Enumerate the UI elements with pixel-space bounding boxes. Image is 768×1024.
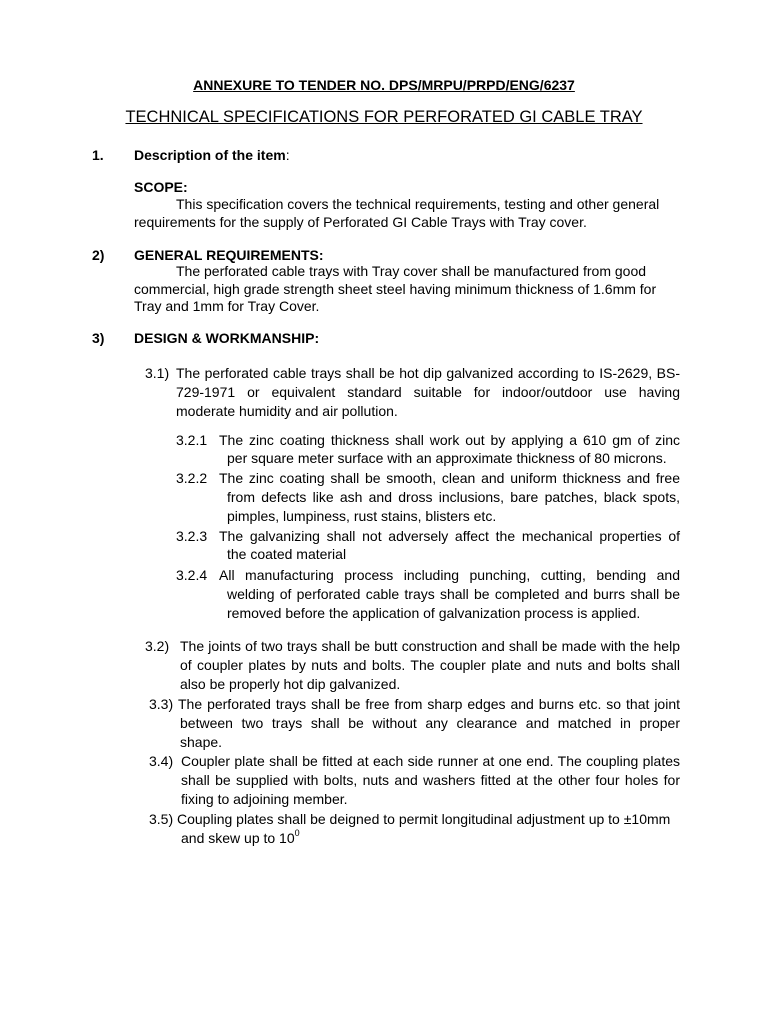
- item-3-5-label: 3.5): [149, 811, 174, 827]
- section-2-number: 2): [92, 247, 105, 263]
- item-3-2-1-label: 3.2.1: [176, 432, 208, 448]
- item-3-2-4-line: removed before the application of galvanization process is applied.: [227, 605, 641, 621]
- item-3-4-line: shall be supplied with bolts, nuts and washers fitted at the other four holes for: [181, 772, 680, 788]
- degree-superscript: 0: [294, 828, 300, 839]
- item-3-1-line: moderate humidity and air pollution.: [176, 403, 398, 419]
- item-3-1-label: 3.1): [145, 365, 170, 381]
- general-req-line: commercial, high grade strength sheet steel having minimum thickness of 1.6mm for: [134, 281, 657, 297]
- item-3-3-label: 3.3): [149, 696, 174, 712]
- item-3-2-3-line: The galvanizing shall not adversely affect the mechanical properties of: [219, 528, 680, 544]
- section-1-heading-text: Description of the item: [134, 147, 286, 163]
- item-3-2-2-line: The zinc coating shall be smooth, clean and uniform thickness and free: [219, 470, 680, 486]
- section-3-heading: DESIGN & WORKMANSHIP:: [134, 330, 320, 346]
- scope-line: requirements for the supply of Perforated GI Cable Trays with Tray cover.: [134, 214, 587, 230]
- item-3-4-line: fixing to adjoining member.: [181, 791, 348, 807]
- item-3-5-line-2: [181, 829, 300, 848]
- section-2-heading: GENERAL REQUIREMENTS:: [134, 247, 324, 263]
- item-3-2-3-label: 3.2.3: [176, 528, 208, 544]
- item-3-3-line: shape.: [180, 734, 223, 750]
- item-3-2-3-line: the coated material: [227, 546, 347, 562]
- item-3-1-line: The perforated cable trays shall be hot dip galvanized according to IS-2629, BS-: [176, 365, 680, 381]
- item-3-4-line: Coupler plate shall be fitted at each side runner at one end. The coupling plates: [181, 753, 680, 769]
- item-3-2-2-label: 3.2.2: [176, 470, 208, 486]
- item-3-5-line: Coupling plates shall be deigned to permit longitudinal adjustment up to ±10mm: [177, 811, 671, 827]
- item-3-2-4-line: welding of perforated cable trays shall be completed and burrs shall be: [227, 586, 680, 602]
- section-1-heading-colon: :: [285, 147, 290, 163]
- document-title: TECHNICAL SPECIFICATIONS FOR PERFORATED GI CABLE TRAY: [125, 108, 643, 126]
- general-req-line: Tray and 1mm for Tray Cover.: [134, 298, 320, 314]
- item-3-3-line: The perforated trays shall be free from sharp edges and burns etc. so that joint: [178, 696, 680, 712]
- item-3-2-2-line: pimples, lumpiness, rust stains, blisters etc.: [227, 508, 497, 524]
- item-3-3-line: between two trays shall be without any clearance and matched in proper: [180, 715, 680, 731]
- general-req-line: The perforated cable trays with Tray cover shall be manufactured from good: [176, 263, 647, 279]
- item-3-2-label: 3.2): [145, 638, 170, 654]
- section-1-number: 1.: [92, 147, 104, 163]
- scope-heading: SCOPE:: [134, 179, 188, 195]
- scope-line: This specification covers the technical requirements, testing and other general: [176, 196, 660, 212]
- section-3-number: 3): [92, 330, 105, 346]
- item-3-2-4-line: All manufacturing process including punching, cutting, bending and: [219, 567, 680, 583]
- item-3-1-line: 729-1971 or equivalent standard suitable for indoor/outdoor use having: [176, 384, 680, 400]
- item-3-4-label: 3.4): [149, 753, 174, 769]
- item-3-2-1-line: per square meter surface with an approximate thickness of 80 microns.: [227, 450, 667, 466]
- item-3-2-line: also be properly hot dip galvanized.: [180, 676, 401, 692]
- item-3-2-1-line: The zinc coating thickness shall work out by applying a 610 gm of zinc: [219, 432, 680, 448]
- item-3-2-line: The joints of two trays shall be butt construction and shall be made with the help: [180, 638, 680, 654]
- item-3-2-2-line: from defects like ash and dross inclusions, bare patches, black spots,: [227, 489, 680, 505]
- item-3-2-line: of coupler plates by nuts and bolts. The coupler plate and nuts and bolts shall: [180, 657, 680, 673]
- annexure-title: ANNEXURE TO TENDER NO. DPS/MRPU/PRPD/ENG/6237: [193, 77, 575, 93]
- item-3-5-line-2-text: and skew up to 10: [181, 830, 295, 846]
- item-3-2-4-label: 3.2.4: [176, 567, 208, 583]
- section-1-heading: [134, 146, 290, 165]
